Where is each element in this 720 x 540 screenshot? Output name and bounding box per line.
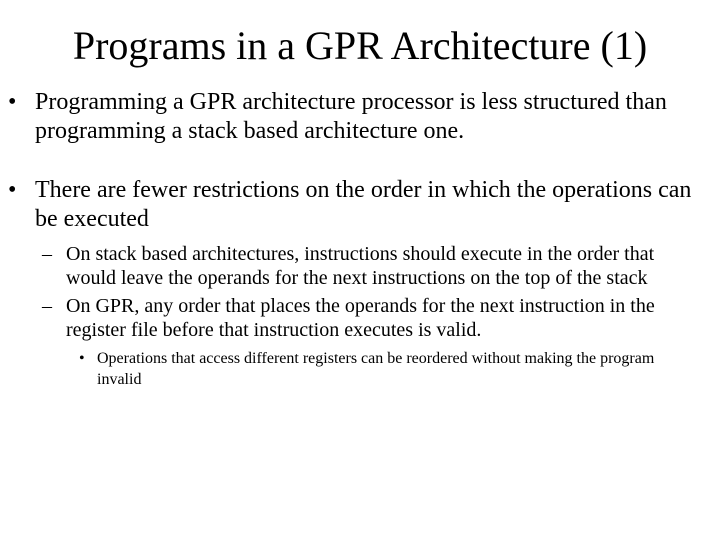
sub-sub-bullet-1 <box>0 348 714 390</box>
sub-bullet-1-text: On stack based architectures, instructions should execute in the order that would leave the operands for the next instructions on the top of the stack <box>66 243 655 289</box>
bullet-1-text: Programming a GPR architecture processor is less structured than programming a stack based architecture one. <box>35 89 667 144</box>
bullet-marker: • <box>8 177 17 203</box>
bullet-marker: • <box>79 350 85 367</box>
slide-body <box>0 88 720 420</box>
sub-bullet-1 <box>0 242 714 290</box>
sub-bullet-2 <box>0 294 714 342</box>
bullet-1 <box>0 88 720 146</box>
dash-marker: – <box>42 243 52 265</box>
bullet-2 <box>0 176 720 390</box>
sub-sub-bullet-1-text: Operations that access different registers can be reordered without making the program invalid <box>97 350 655 388</box>
bullet-2-text: There are fewer restrictions on the order in which the operations can be executed <box>35 177 692 232</box>
dash-marker: – <box>42 295 52 317</box>
sub-bullet-2-text: On GPR, any order that places the operands for the next instruction in the register file before that instruction executes is valid. <box>66 295 655 341</box>
slide-title: Programs in a GPR Architecture (1) <box>72 23 648 68</box>
bullet-marker: • <box>8 89 17 115</box>
